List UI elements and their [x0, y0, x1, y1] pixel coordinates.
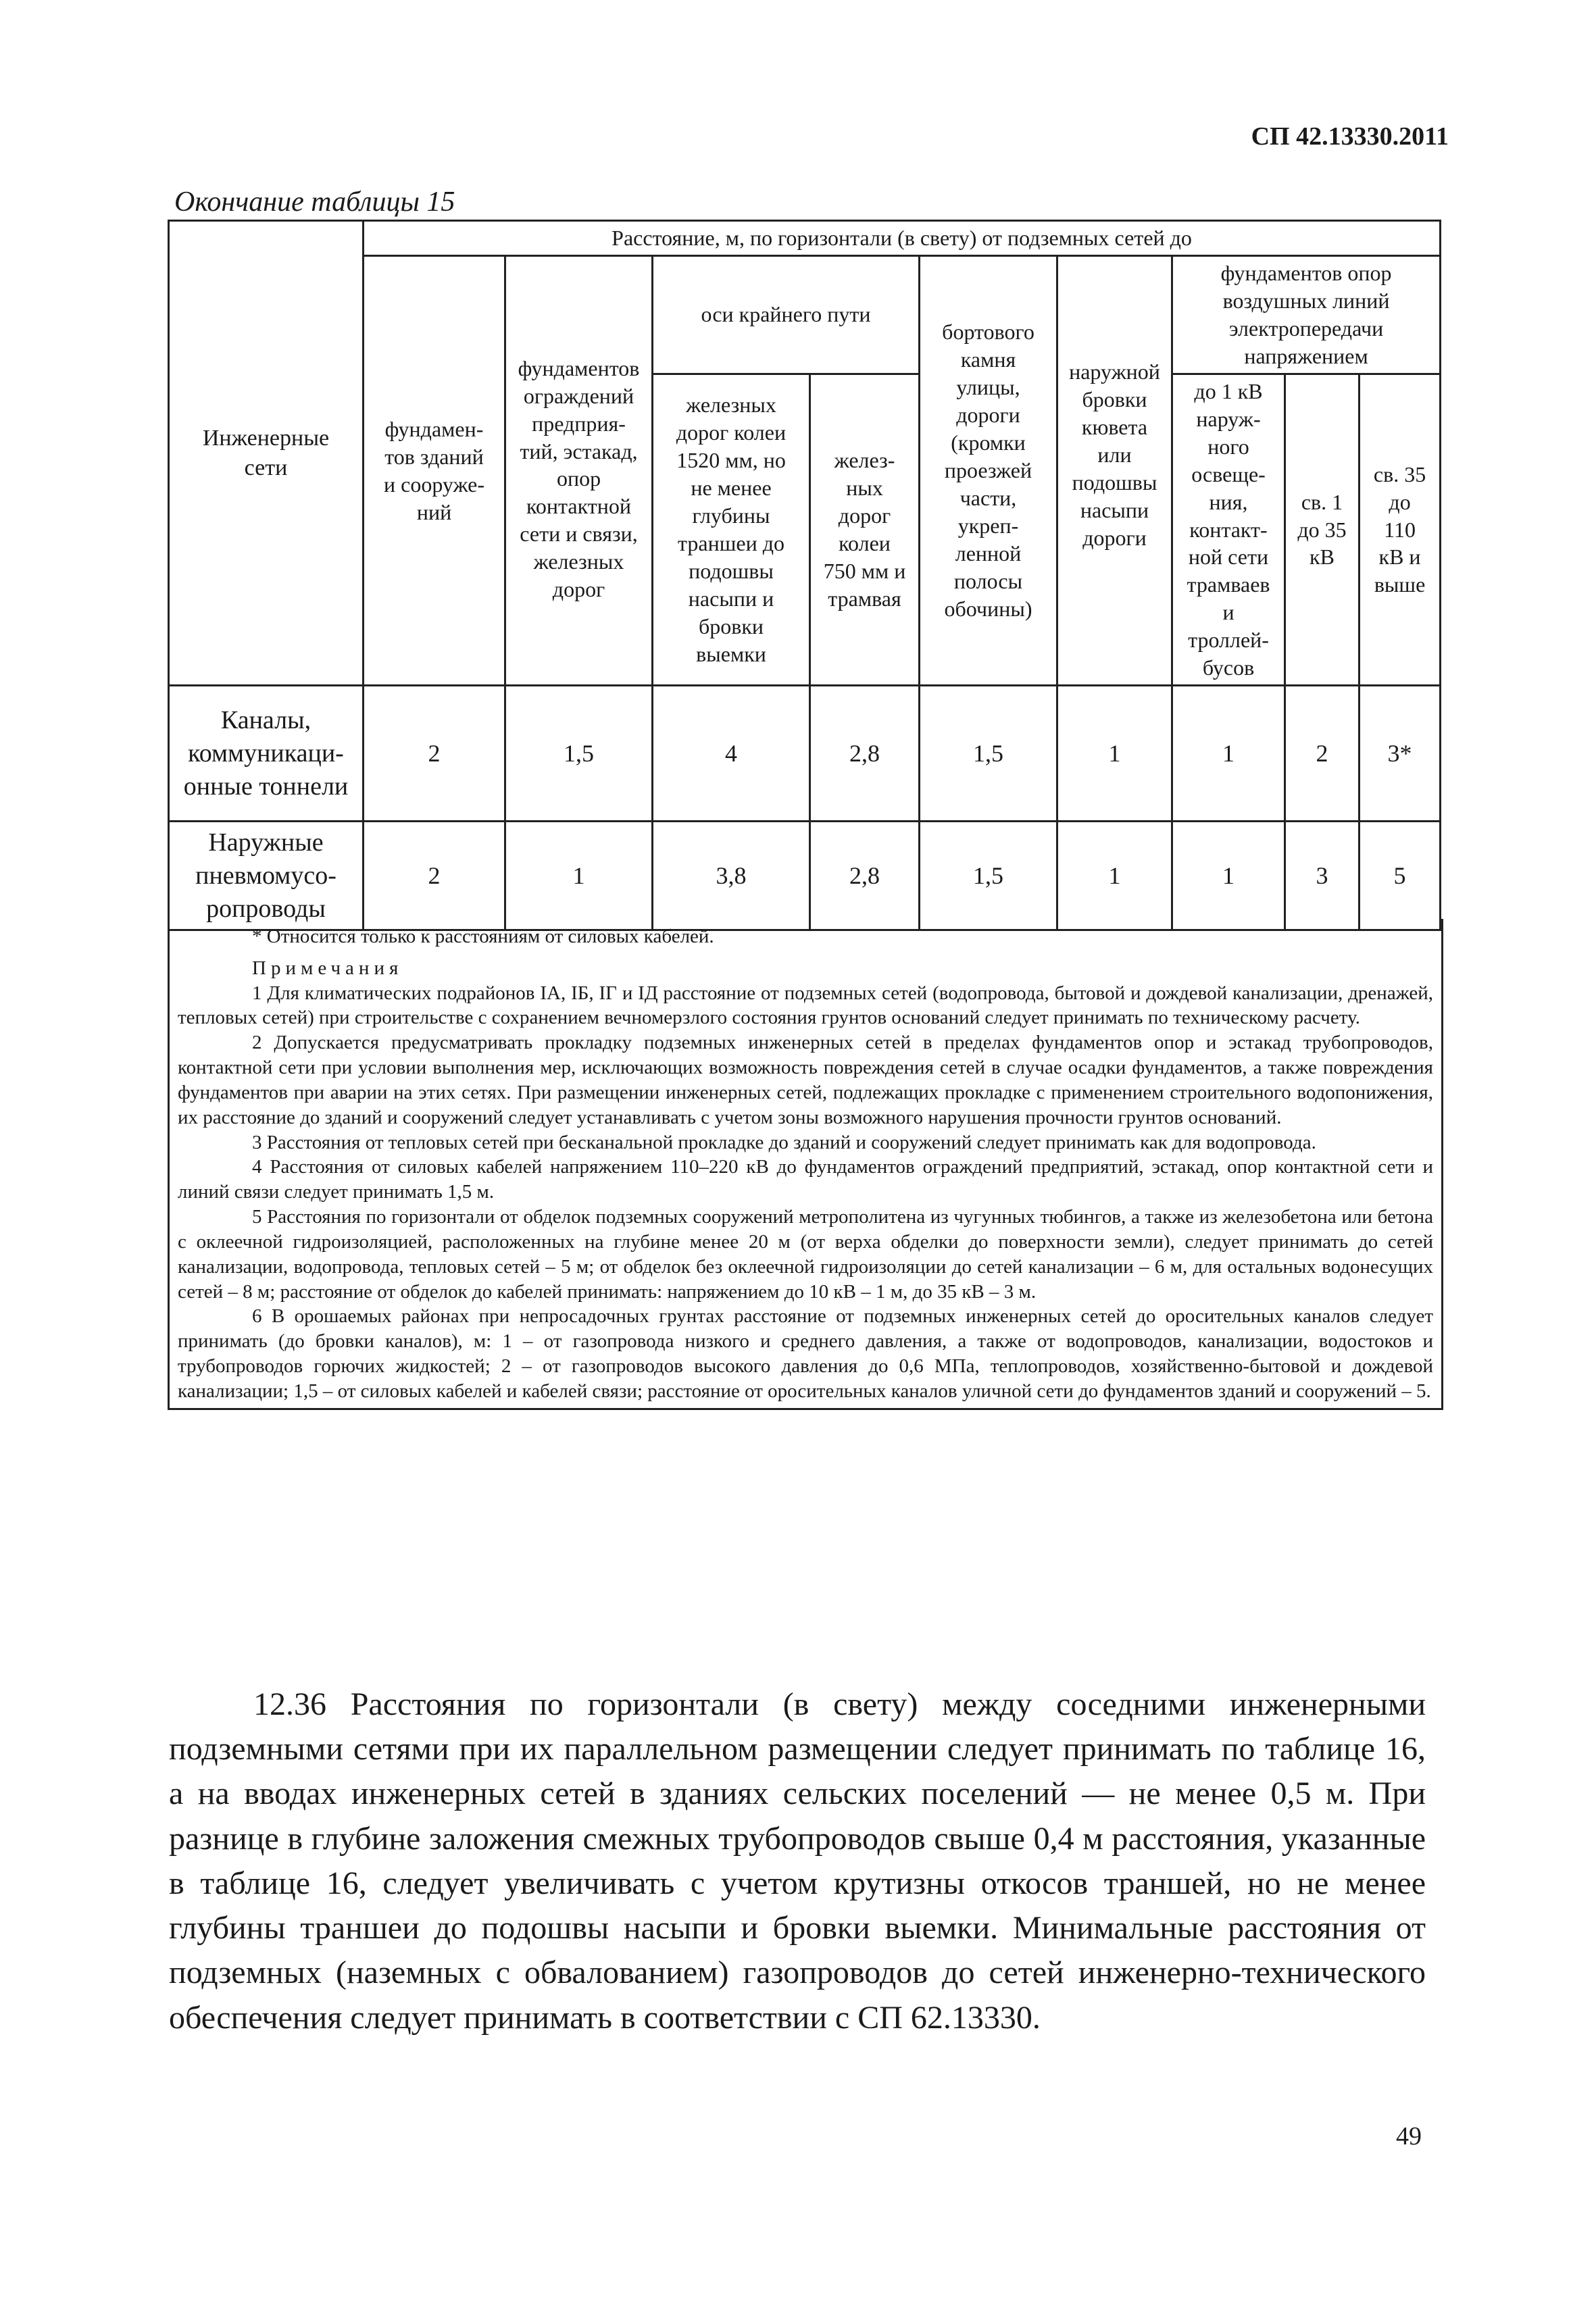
header-distance-group: Расстояние, м, по горизонтали (в свету) от подземных сетей до: [364, 221, 1441, 256]
footnote: * Относится только к расстояниям от силовых кабелей.: [252, 926, 714, 947]
row-label: Каналы, коммуникаци- онные тоннели: [169, 686, 364, 822]
header-35-to-110kv: св. 35 до 110 кВ и выше: [1360, 374, 1441, 685]
header-up-to-1kv: до 1 кВ наруж- ного освеще- ния, контакт- ной сети трамваев и троллей- бусов: [1172, 374, 1285, 685]
header-fence-foundations: фундаментов ограждений предприя- тий, эстакад, опор контактной сети и связи, железных дорог: [505, 255, 653, 685]
note-1: 1 Для климатических подрайонов IA, IБ, IГ и IД расстояние от подземных сетей (водопровода, бытовой и дождевой канализации, дренажей, тепловых сетей) при строительстве с сохранением вечномерзлого состояния грунтов оснований следует принимать по техническому расчету.: [178, 982, 1433, 1029]
table-cell: 2: [364, 822, 505, 930]
table-cell: 5: [1360, 822, 1441, 930]
header-rail-750-tram: желез- ных дорог колеи 750 мм и трамвая: [810, 374, 920, 685]
table-cell: 1: [1172, 686, 1285, 822]
table-continuation-caption: Окончание таблицы 15: [174, 186, 455, 218]
table-notes: [168, 919, 1443, 1410]
table-cell: 2: [1285, 686, 1360, 822]
table-cell: 1,5: [920, 822, 1057, 930]
distance-table: [168, 220, 1441, 931]
table-cell: 3,8: [653, 822, 810, 930]
table-row: [169, 822, 1441, 930]
page-number: 49: [1396, 2122, 1422, 2150]
header-ditch-edge: наружной бровки кювета или подошвы насыпи дороги: [1057, 255, 1172, 685]
table-cell: 1,5: [505, 686, 653, 822]
table-cell: 1: [1057, 686, 1172, 822]
row-label: Наружные пневмомусо- ропроводы: [169, 822, 364, 930]
table-cell: 1: [1057, 822, 1172, 930]
table-cell: 2,8: [810, 822, 920, 930]
note-2: 2 Допускается предусматривать прокладку подземных инженерных сетей в пределах фундаментов опор и эстакад трубопроводов, контактной сети при условии выполнения мер, исключающих возможность повреждения сетей в случае осадки фундаментов, а также повреждения фундаментов при аварии на этих сетях. При размещении инженерных сетей, подлежащих прокладке с применением строительного водопонижения, их расстояние до зданий и сооружений следует устанавливать с учетом зоны возможного нарушения прочности грунтов оснований.: [178, 1032, 1433, 1128]
table-cell: 1,5: [920, 686, 1057, 822]
table-cell: 1: [1172, 822, 1285, 930]
table-row: [169, 686, 1441, 822]
header-rail-1520: железных дорог колеи 1520 мм, но не менее глубины траншеи до подошвы насыпи и бровки выемки: [653, 374, 810, 685]
table-cell: 2: [364, 686, 505, 822]
section-paragraph-12-36: 12.36 Расстояния по горизонтали (в свету) между соседними инженерными подземными сетями при их параллельном размещении следует принимать по таблице 16, а на вводах инженерных сетей в зданиях сельских поселений — не менее 0,5 м. При разнице в глубине заложения смежных трубопроводов свыше 0,4 м расстояния, указанные в таблице 16, следует увеличивать с учетом крутизны откосов траншей, но не менее глубины траншеи до подошвы насыпи и бровки выемки. Минимальные расстояния от подземных (наземных с обвалованием) газопроводов до сетей инженерно-технического обеспечения следует принимать в соответствии с СП 62.13330.: [169, 1686, 1426, 2036]
document-code: СП 42.13330.2011: [1251, 122, 1449, 151]
table-cell: 1: [505, 822, 653, 930]
note-5: 5 Расстояния по горизонтали от обделок подземных сооружений метрополитена из чугунных тюбингов, а также из железобетона или бетона с оклеечной гидроизоляцией, расположенных на глубине менее 20 м (от верха обделки до поверхности земли), следует принимать до сетей канализации, водопровода, тепловых сетей – 5 м; от обделок без оклеечной гидроизоляции до сетей канализации – 6 м, для остальных водонесущих сетей – 8 м; расстояние от обделок до кабелей принимать: напряжением до 10 кВ – 1 м, до 35 кВ – 3 м.: [178, 1206, 1433, 1303]
header-power-line-foundations: фундаментов опор воздушных линий электропередачи напряжением: [1172, 255, 1441, 374]
header-track-axis: оси крайнего пути: [653, 255, 920, 374]
table-cell: 2,8: [810, 686, 920, 822]
note-6: 6 В орошаемых районах при непросадочных грунтах расстояние от подземных инженерных сетей до оросительных каналов следует принимать (до бровки каналов), м: 1 – от газопровода низкого и среднего давления, а также от водопроводов, канализации, водостоков и трубопроводов горючих жидкостей; 2 – от газопроводов высокого давления до 0,6 МПа, теплопроводов, хозяйственно-бытовой и дождевой канализации; 1,5 – от силовых кабелей и кабелей связи; расстояние от оросительных каналов уличной сети до фундаментов зданий и сооружений – 5.: [178, 1305, 1433, 1402]
note-3: 3 Расстояния от тепловых сетей при бесканальной прокладке до зданий и сооружений следует принимать как для водопровода.: [252, 1131, 1316, 1153]
notes-title: Примечания: [252, 957, 403, 979]
header-curb-stone: бортового камня улицы, дороги (кромки проезжей части, укреп- ленной полосы обочины): [920, 255, 1057, 685]
note-4: 4 Расстояния от силовых кабелей напряжением 110–220 кВ до фундаментов ограждений предприятий, эстакад, опор контактной сети и линий связи следует принимать 1,5 м.: [178, 1156, 1433, 1203]
table-cell: 3: [1285, 822, 1360, 930]
table-cell: 4: [653, 686, 810, 822]
header-1-to-35kv: св. 1 до 35 кВ: [1285, 374, 1360, 685]
header-building-foundations: фундамен- тов зданий и сооруже- ний: [364, 255, 505, 685]
table-cell: 3*: [1360, 686, 1441, 822]
header-engineering-networks: Инженерные сети: [169, 221, 364, 686]
